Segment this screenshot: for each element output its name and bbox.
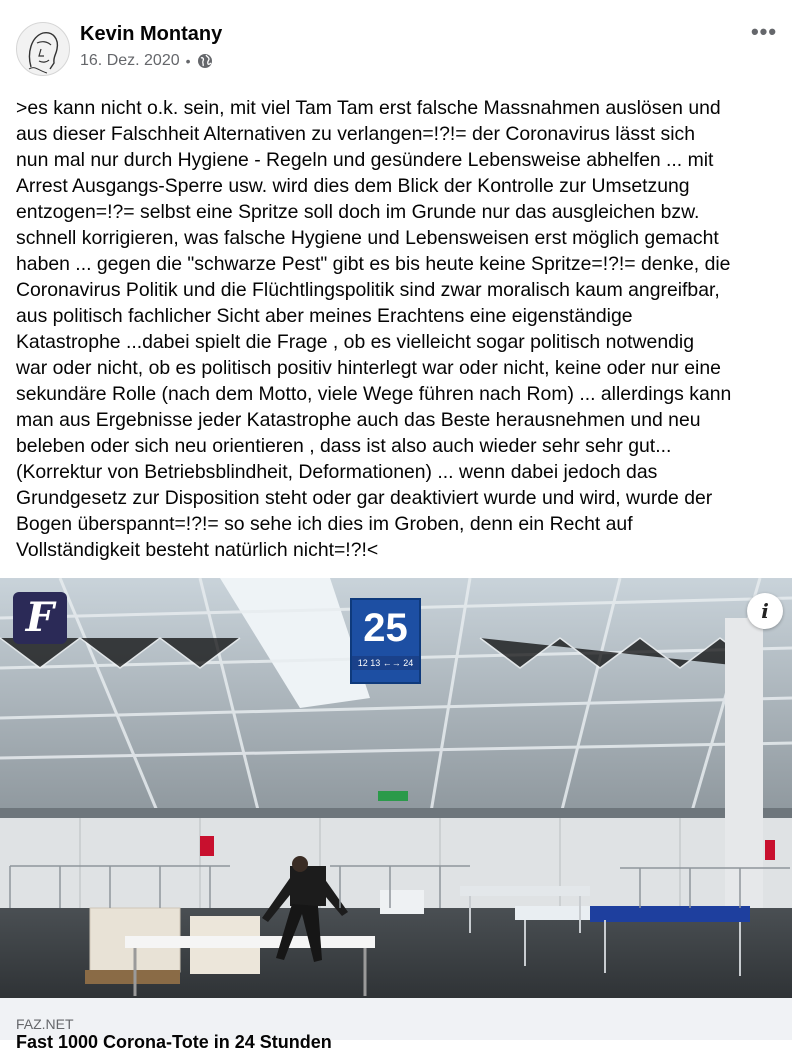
author-avatar[interactable] xyxy=(16,22,70,76)
post-date[interactable]: 16. Dez. 2020 xyxy=(80,52,180,69)
author-name[interactable]: Kevin Montany xyxy=(80,23,223,45)
info-icon[interactable]: i xyxy=(747,593,783,629)
post-image[interactable] xyxy=(0,578,792,998)
more-options-button[interactable]: ••• xyxy=(750,19,778,44)
link-preview[interactable] xyxy=(0,998,792,1052)
link-title[interactable]: Fast 1000 Corona-Tote in 24 Stunden xyxy=(16,1032,332,1052)
faz-logo: F xyxy=(13,592,67,644)
avatar-sketch-icon xyxy=(17,23,69,75)
post-meta xyxy=(80,52,213,70)
post-text: >es kann nicht o.k. sein, mit viel Tam Tam erst falsche Massnahmen auslösen und aus dieser Falschheit Alternativen zu verlangen=!?!= der Coronavirus lässt sich nun mal nur durch Hygiene - Regeln und gesündere Lebensweise abhelfen ... mit Arrest Ausgangs-Sperre usw. wird dies dem Blick der Kontrolle zur Umsetzung entzogen=!?= selbst eine Spritze soll doch im Grunde nur das ausgleichen bzw. schnell korrigieren, was falsche Hygiene und Lebensweisen erst möglich gemacht haben ... gegen die "schwarze Pest" gibt es bis heute keine Spritze=!?!= denke, die Coronavirus Politik und die Flüchtlingspolitik sind zwar moralisch kaum angreifbar, aus politisch fachlicher Sicht aber meines Erachtens eine eigenständige Katastrophe ...dabei spielt die Frage , ob es vielleicht sogar politisch notwendig war oder nicht, ob es politisch positiv hinterlegt war oder nicht, keine oder nur eine sekundäre Rolle (nach dem Motto, viele Wege führen nach Rom) ... allerdings kann man aus Ergebnisse jeder Katastrophe auch das Beste herausnehmen und neu beleben oder sich neu orientieren , dass ist also auch wieder sehr sehr gut... (Korrektur von Betriebsblindheit, Deformationen) ... wenn dabei jedoch das Grundgesetz zur Disposition steht oder gar deaktiviert wurde und wird, wurde der Bogen überspannt=!?!= so sehe ich dies im Groben, denn ein Recht auf Vollständigkeit besteht natürlich nicht=!?!< xyxy=(16,97,732,561)
hall-number: 25 xyxy=(363,606,408,650)
globe-icon[interactable] xyxy=(197,53,213,69)
hall-number-sign xyxy=(350,598,421,684)
post-header xyxy=(0,0,792,90)
link-domain: FAZ.NET xyxy=(16,1016,74,1032)
meta-separator: • xyxy=(185,53,191,69)
hall-direction: 12 13 ←→ 24 xyxy=(352,656,419,670)
